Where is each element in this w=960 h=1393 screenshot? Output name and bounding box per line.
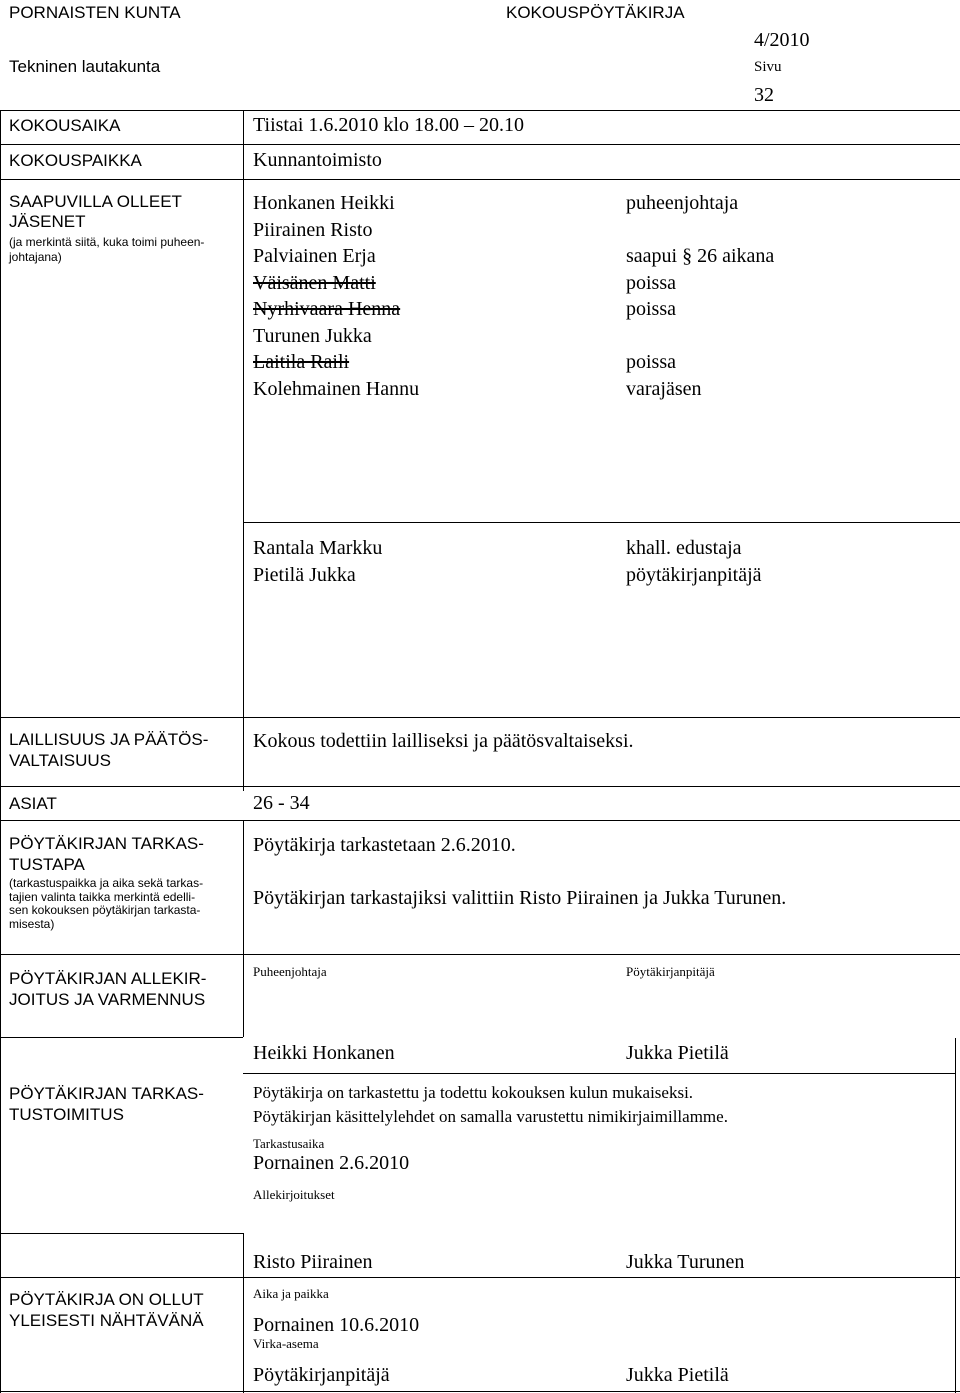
right-border — [955, 1038, 956, 1393]
member-role: poissa — [626, 271, 676, 294]
items-value: 26 - 34 — [253, 792, 310, 814]
public-label-line1: PÖYTÄKIRJA ON OLLUT — [9, 1290, 204, 1309]
review-statement-line1: Pöytäkirja on tarkastettu ja todettu kokouksen kulun mukaiseksi. — [253, 1083, 694, 1102]
divider — [243, 522, 960, 523]
signature-label-line2: JOITUS JA VARMENNUS — [9, 990, 206, 1009]
other-attendee-name: Rantala Markku — [253, 537, 383, 559]
legality-label-line2: VALTAISUUS — [9, 751, 112, 770]
divider — [0, 954, 960, 955]
member-role: poissa — [626, 351, 676, 373]
member-role — [626, 217, 774, 244]
attendees-note-line2: johtajana) — [9, 250, 62, 264]
secretary-label: Pöytäkirjanpitäjä — [626, 964, 715, 979]
public-place-label: Aika ja paikka — [253, 1286, 329, 1301]
public-position-label: Virka-asema — [253, 1336, 319, 1351]
review-method-note-line: tajien valinta taikka merkintä edelli- — [9, 889, 196, 904]
review-time-label: Tarkastusaika — [253, 1136, 325, 1151]
signature-label-line1: PÖYTÄKIRJAN ALLEKIR- — [9, 969, 207, 988]
member-roles — [626, 190, 774, 402]
reviewers-text: Pöytäkirjan tarkastajiksi valittiin Risto Piirainen ja Jukka Turunen. — [253, 887, 787, 909]
review-method-note-line: sen kokouksen pöytäkirjan tarkasta- — [9, 903, 201, 917]
left-border — [0, 110, 1, 1393]
public-label-line2: YLEISESTI NÄHTÄVÄNÄ — [9, 1311, 204, 1330]
legality-text: Kokous todettiin lailliseksi ja päätösvaltaiseksi. — [253, 730, 634, 752]
divider — [0, 179, 960, 180]
divider — [243, 1073, 956, 1074]
divider — [0, 144, 960, 145]
review-method-note-line: (tarkastuspaikka ja aika sekä tarkas- — [9, 876, 204, 890]
member-names — [253, 190, 419, 402]
other-attendee-name: Pietilä Jukka — [253, 563, 356, 586]
review-label-line1: PÖYTÄKIRJAN TARKAS- — [9, 1084, 204, 1103]
public-place-value: Pornainen 10.6.2010 — [253, 1314, 420, 1336]
member-role: saapui § 26 aikana — [626, 245, 775, 267]
board-name: Tekninen lautakunta — [9, 57, 161, 76]
divider — [0, 110, 960, 111]
member-name: Turunen Jukka — [253, 324, 372, 347]
member-name: Piirainen Risto — [253, 218, 373, 241]
member-name-absent: Laitila Raili — [253, 351, 350, 373]
member-role — [626, 323, 774, 350]
public-position-value: Pöytäkirjanpitäjä — [253, 1364, 390, 1386]
page-number: 32 — [754, 84, 774, 106]
other-attendee-role: pöytäkirjanpitäjä — [626, 563, 762, 586]
chair-label: Puheenjohtaja — [253, 964, 327, 979]
document-number: 4/2010 — [754, 29, 810, 51]
divider — [0, 1037, 243, 1038]
review-method-note-line: misesta) — [9, 916, 55, 931]
member-name: Kolehmainen Hannu — [253, 377, 420, 400]
other-attendee-names — [253, 535, 382, 588]
member-role: poissa — [626, 298, 676, 320]
attendees-label-line2: JÄSENET — [9, 212, 86, 231]
member-name: Palviainen Erja — [253, 245, 376, 267]
attendees-label-line1: SAAPUVILLA OLLEET — [9, 192, 182, 211]
signatures-label: Allekirjoitukset — [253, 1187, 335, 1202]
reviewer-signature-2: Jukka Turunen — [626, 1251, 745, 1273]
meeting-time-label: KOKOUSAIKA — [9, 116, 121, 135]
divider — [0, 1277, 960, 1278]
divider — [0, 820, 960, 821]
items-label: ASIAT — [9, 794, 57, 813]
page-label: Sivu — [754, 59, 782, 75]
meeting-time-value: Tiistai 1.6.2010 klo 18.00 – 20.10 — [253, 114, 524, 136]
divider — [0, 717, 960, 718]
review-method-note — [9, 877, 203, 931]
review-label-line2: TUSTOIMITUS — [9, 1105, 124, 1124]
member-name-absent: Väisänen Matti — [253, 271, 376, 294]
secretary-name: Jukka Pietilä — [626, 1042, 729, 1064]
column-divider — [243, 110, 244, 791]
review-method-label-line2: TUSTAPA — [9, 855, 85, 874]
review-date-text: Pöytäkirja tarkastetaan 2.6.2010. — [253, 834, 516, 856]
review-time-value: Pornainen 2.6.2010 — [253, 1152, 410, 1174]
attendees-note-line1: (ja merkintä siitä, kuka toimi puheen- — [9, 235, 205, 249]
meeting-place-value: Kunnantoimisto — [253, 149, 382, 171]
legality-label-line1: LAILLISUUS JA PÄÄTÖS- — [9, 730, 209, 749]
member-role: puheenjohtaja — [626, 192, 739, 214]
chair-name: Heikki Honkanen — [253, 1042, 395, 1064]
column-divider — [243, 820, 244, 1037]
member-name-absent: Nyrhivaara Henna — [253, 298, 401, 320]
member-role: varajäsen — [626, 377, 702, 400]
review-statement-line2: Pöytäkirjan käsittelylehdet on samalla varustettu nimikirjaimillamme. — [253, 1107, 728, 1126]
divider — [0, 1233, 243, 1234]
bottom-border — [0, 1391, 960, 1392]
review-method-label-line1: PÖYTÄKIRJAN TARKAS- — [9, 834, 204, 853]
other-attendee-roles — [626, 535, 762, 588]
public-name: Jukka Pietilä — [626, 1364, 729, 1386]
document-type: KOKOUSPÖYTÄKIRJA — [506, 3, 685, 22]
member-name: Honkanen Heikki — [253, 192, 395, 214]
reviewer-signature-1: Risto Piirainen — [253, 1251, 373, 1273]
divider — [0, 786, 960, 787]
municipality-name: PORNAISTEN KUNTA — [9, 3, 181, 22]
meeting-place-label: KOKOUSPAIKKA — [9, 151, 142, 170]
column-divider — [243, 1233, 244, 1393]
other-attendee-role: khall. edustaja — [626, 537, 742, 559]
